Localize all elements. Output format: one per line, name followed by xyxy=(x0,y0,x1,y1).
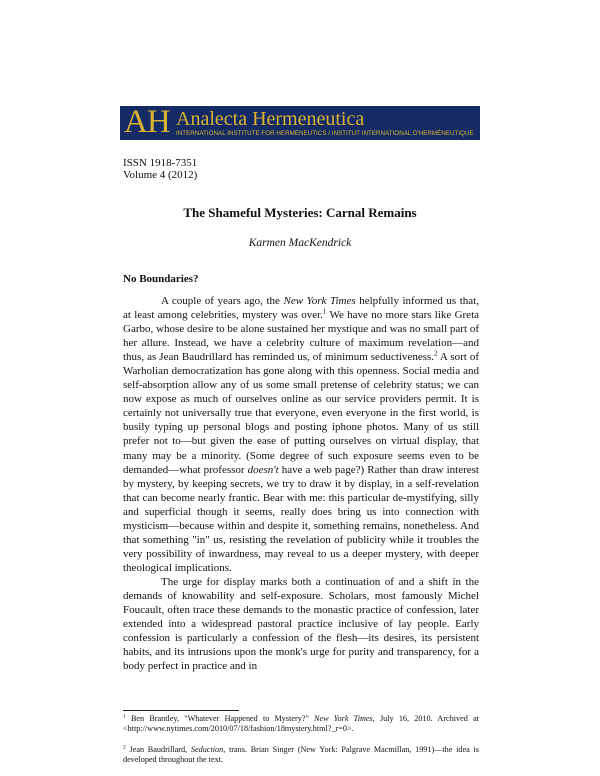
issue-meta xyxy=(123,157,197,181)
footnote-ref[interactable]: 1 xyxy=(322,307,327,316)
text-run: , trans. Brian Singer (New York: Palgrave Macmillan, 1991)—the idea is developed throughout the text. xyxy=(123,745,479,765)
text-run: helpfully informed us that, at least among celebrities, mystery was over. xyxy=(123,295,479,322)
publication-title: New York Times xyxy=(283,295,356,307)
issn: ISSN 1918-7351 xyxy=(123,157,198,169)
paragraph: The urge for display marks both a continuation of and a shift in the demands of knowability and self-exposure. Scholars, most famously Michel Foucault, often trace these demands to the monastic practice of confession, later extended into a widespread pastoral practice inclusive of lay people. Early confession is particularly a confession of the flesh—its desires, its persistent habits, and its intrusions upon the monk's urge for purity and transparency, for a body perfect in practice and in xyxy=(123,575,479,673)
footnote-number: 2 xyxy=(123,744,126,751)
footnote-number: 1 xyxy=(123,713,126,720)
footnote-2 xyxy=(123,745,479,766)
article-body xyxy=(123,294,479,673)
journal-name: Analecta Hermeneutica xyxy=(176,108,365,130)
text-run: A couple of years ago, the xyxy=(161,295,284,307)
text-run: have a web page?) Rather than draw interest by mystery, by keeping secrets, we try to draw it by display, in a self-revelation that can become nearly frantic. Bear with me: this particular de-mystifying, silly and superficial though it seems, really does bring us into connection with mysticism—because within and despite it, something remains, nonetheless. And that something "in" us, resisting the revelation of publicity while it troubles the very possibility of inwardness, may reveal to us a deeper mystery, with deeper theological implications. xyxy=(123,463,479,574)
article-title: The Shameful Mysteries: Carnal Remains xyxy=(183,205,417,220)
text-run: Jean Baudrillard, xyxy=(125,745,191,754)
emphasis: doesn't xyxy=(247,463,279,476)
journal-subtitle: INTERNATIONAL INSTITUTE FOR HERMENEUTICS / INSTITUT INTERNATIONAL D'HERMÉNEUTIQUE xyxy=(176,130,474,137)
section-heading: No Boundaries? xyxy=(123,273,199,285)
volume: Volume 4 (2012) xyxy=(123,169,198,181)
footnote-ref[interactable]: 2 xyxy=(434,349,438,358)
text-run: We have no more stars like Greta Garbo, whose desire to be alone sustained her mystique and was no small part of her allure. Instead, we have a celebrity culture of maximum revelation—and thus, as Jean Baudrillard has reminded us, of minimum seductiveness. xyxy=(123,309,480,364)
article-author: Karmen MacKendrick xyxy=(248,237,352,249)
text-run: A sort of Warholian democratization has gone along with this openness. Social media and self-absorption allow any of us some small pretense of celebrity status; we can now expose as much of ourselves online as our service providers permit. It is certainly not universally true that everyone, even everyone in the first world, is busily typing up personal blogs and posting iphone photos. Many of us still prefer not to—but given the ease of putting ourselves on virtual display, that many may be a minority. (Some degree of such exposure seems even to be demanded—what professor xyxy=(123,351,479,476)
journal-logo: AH xyxy=(124,104,170,140)
publication-title: New York Times xyxy=(313,714,373,723)
book-title: Seduction xyxy=(190,745,224,754)
journal-banner xyxy=(120,106,480,140)
text-run: , July 16, 2010. Archived at <http://www.nytimes.com/2010/07/18/fashion/18mystery.html?_r=0>. xyxy=(123,714,479,734)
paragraph xyxy=(123,294,479,575)
footnote-rule xyxy=(123,710,239,711)
text-run: Ben Brantley, "Whatever Happened to Mystery?" xyxy=(125,714,314,723)
footnote-1 xyxy=(123,714,479,735)
